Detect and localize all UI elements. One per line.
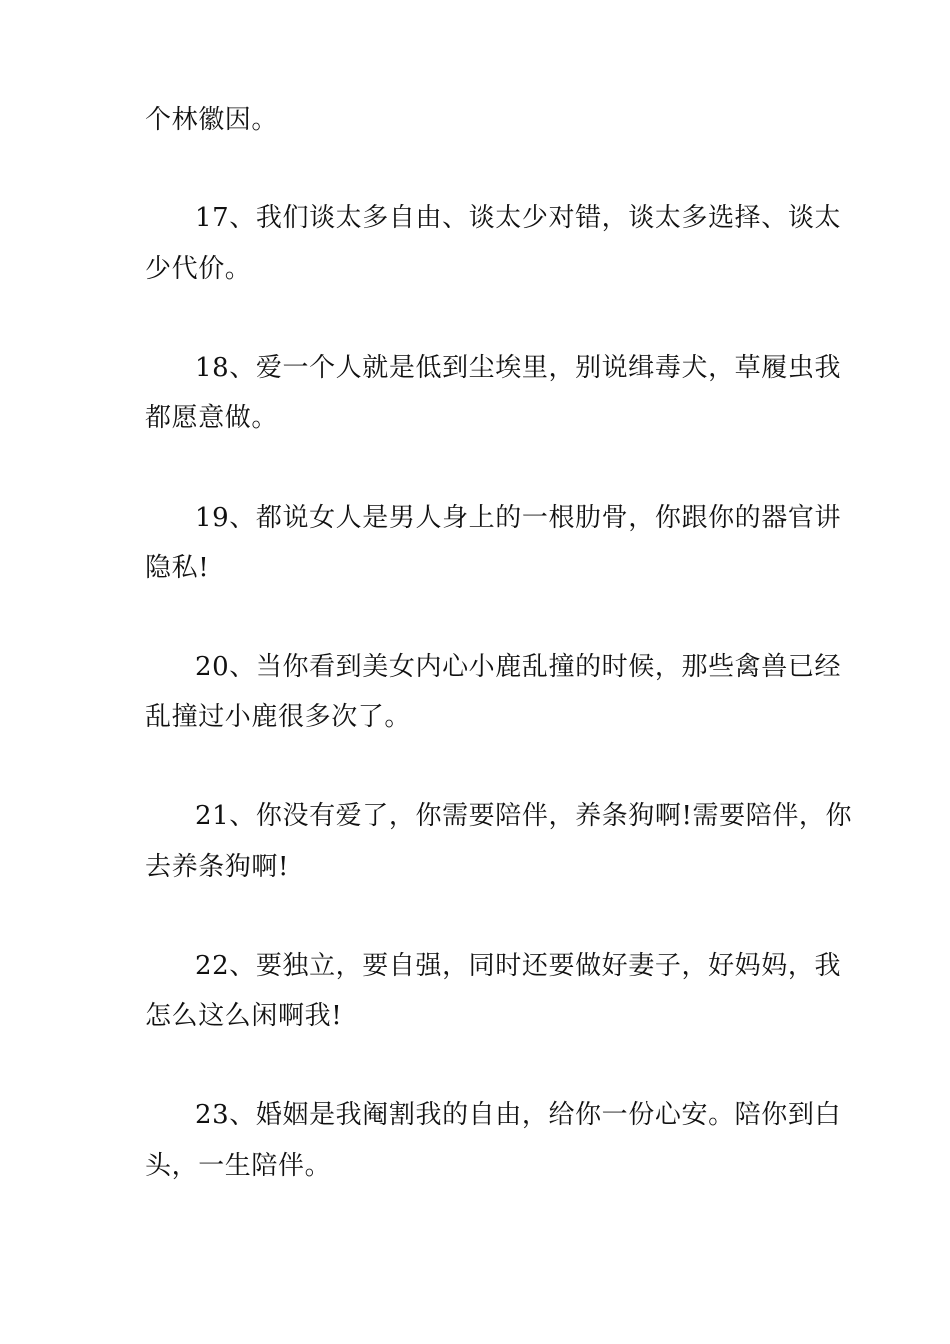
- paragraph-17-line-2: 少代价。: [145, 254, 252, 284]
- paragraph-21-line-2: 去养条狗啊!: [145, 852, 290, 882]
- paragraph-19-line-1: 19、都说女人是男人身上的一根肋骨，你跟你的器官讲: [195, 503, 842, 533]
- paragraph-18-line-1: 18、爱一个人就是低到尘埃里，别说缉毒犬，草履虫我: [195, 353, 842, 383]
- paragraph-23-line-1: 23、婚姻是我阉割我的自由，给你一份心安。陪你到白: [195, 1100, 842, 1130]
- paragraph-17-line-1: 17、我们谈太多自由、谈太少对错，谈太多选择、谈太: [195, 203, 842, 233]
- paragraph-19-line-2: 隐私!: [145, 553, 210, 583]
- paragraph-20-line-2: 乱撞过小鹿很多次了。: [145, 702, 412, 732]
- paragraph-18-line-2: 都愿意做。: [145, 403, 279, 433]
- paragraph-21-line-1: 21、你没有爱了，你需要陪伴，养条狗啊!需要陪伴，你: [195, 801, 853, 831]
- paragraph-22-line-2: 怎么这么闲啊我!: [145, 1001, 343, 1031]
- paragraph-20-line-1: 20、当你看到美女内心小鹿乱撞的时候，那些禽兽已经: [195, 652, 842, 682]
- paragraph-16-line-2: 个林徽因。: [145, 105, 279, 135]
- paragraph-23-line-2: 头，一生陪伴。: [145, 1151, 332, 1181]
- paragraph-22-line-1: 22、要独立，要自强，同时还要做好妻子，好妈妈，我: [195, 951, 842, 981]
